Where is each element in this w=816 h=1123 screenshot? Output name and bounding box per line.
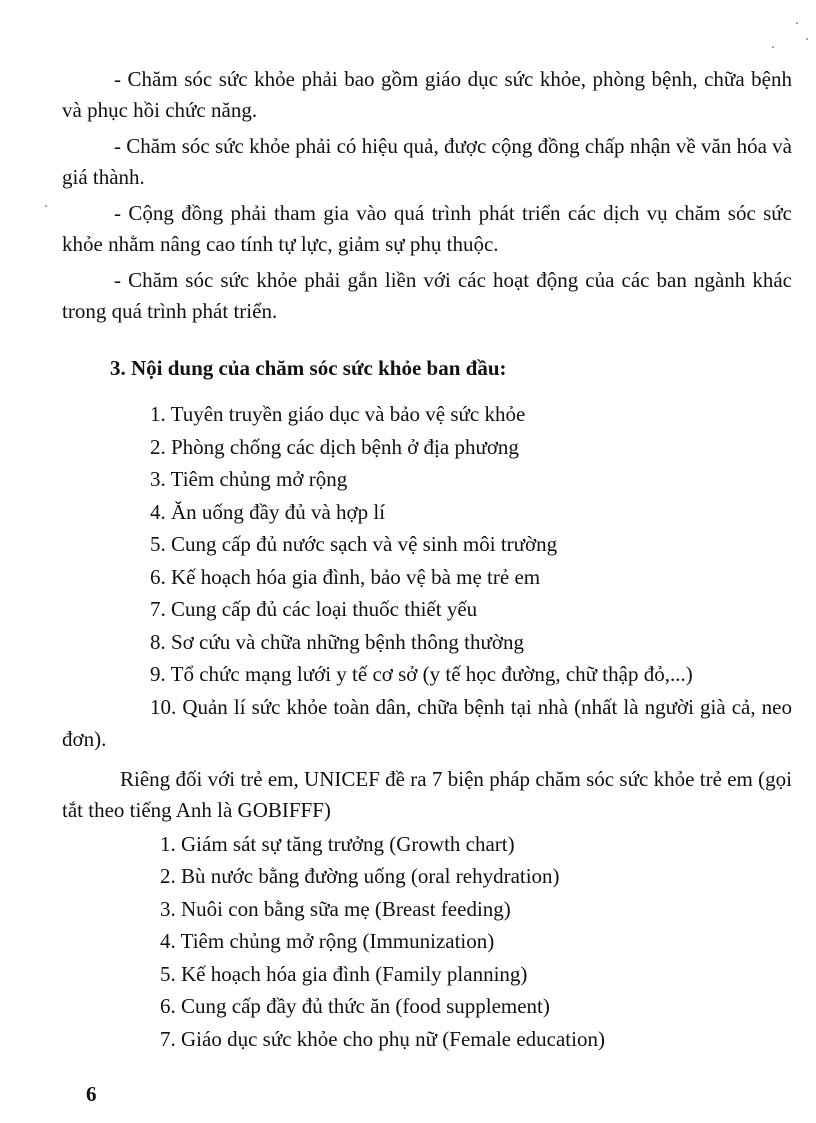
unicef-item-2: 2. Bù nước bằng đường uống (oral rehydration) [160, 864, 560, 888]
unicef-item-7: 7. Giáo dục sức khỏe cho phụ nữ (Female education) [160, 1026, 605, 1051]
paragraph-3: - Cộng đồng phải tham gia vào quá trình phát triển các dịch vụ chăm sóc sức khỏe nhằm nâng cao tính tự lực, giảm sự phụ thuộc. [62, 201, 792, 256]
unicef-item-3: 3. Nuôi con bằng sữa mẹ (Breast feeding) [160, 896, 511, 921]
content-item-8: 8. Sơ cứu và chữa những bệnh thông thường [150, 629, 524, 654]
content-list [62, 398, 792, 756]
paragraph-2: - Chăm sóc sức khỏe phải có hiệu quả, được cộng đồng chấp nhận về văn hóa và giá thành. [62, 134, 792, 189]
content-item-9: 9. Tổ chức mạng lưới y tế cơ sở (y tế học đường, chữ thập đỏ,...) [150, 662, 693, 686]
scan-speck [45, 205, 47, 207]
scan-speck [796, 22, 798, 24]
scan-speck [806, 38, 808, 40]
unicef-list [62, 828, 792, 1056]
page-body [62, 64, 792, 1055]
content-item-7: 7. Cung cấp đủ các loại thuốc thiết yếu [150, 597, 478, 621]
unicef-item-4: 4. Tiêm chủng mở rộng (Immunization) [160, 929, 495, 953]
content-item-1: 1. Tuyên truyền giáo dục và bảo vệ sức khỏe [150, 402, 526, 426]
content-item-2: 2. Phòng chống các dịch bệnh ở địa phương [150, 434, 519, 459]
content-item-6: 6. Kế hoạch hóa gia đình, bảo vệ bà mẹ trẻ em [150, 564, 541, 589]
scan-speck [772, 46, 774, 48]
unicef-intro: Riêng đối với trẻ em, UNICEF đề ra 7 biện pháp chăm sóc sức khỏe trẻ em (gọi tắt theo tiếng Anh là GOBIFFF) [62, 766, 792, 822]
unicef-item-6: 6. Cung cấp đầy đủ thức ăn (food supplement) [160, 994, 550, 1018]
content-item-3: 3. Tiêm chủng mở rộng [150, 467, 348, 491]
content-item-5: 5. Cung cấp đủ nước sạch và vệ sinh môi trường [150, 532, 558, 556]
page-number: 6 [86, 1082, 97, 1106]
content-item-4: 4. Ăn uống đầy đủ và hợp lí [150, 499, 386, 524]
paragraph-1: - Chăm sóc sức khỏe phải bao gồm giáo dục sức khỏe, phòng bệnh, chữa bệnh và phục hồi chức năng. [62, 67, 792, 122]
unicef-item-1: 1. Giám sát sự tăng trưởng (Growth chart) [160, 831, 515, 856]
paragraph-4: - Chăm sóc sức khỏe phải gắn liền với các hoạt động của các ban ngành khác trong quá trình phát triển. [62, 268, 792, 323]
unicef-item-5: 5. Kế hoạch hóa gia đình (Family planning) [160, 961, 528, 986]
section-heading: 3. Nội dung của chăm sóc sức khỏe ban đầu: [110, 356, 507, 380]
content-item-10: 10. Quản lí sức khỏe toàn dân, chữa bệnh tại nhà (nhất là người già cả, neo đơn). [62, 694, 792, 751]
